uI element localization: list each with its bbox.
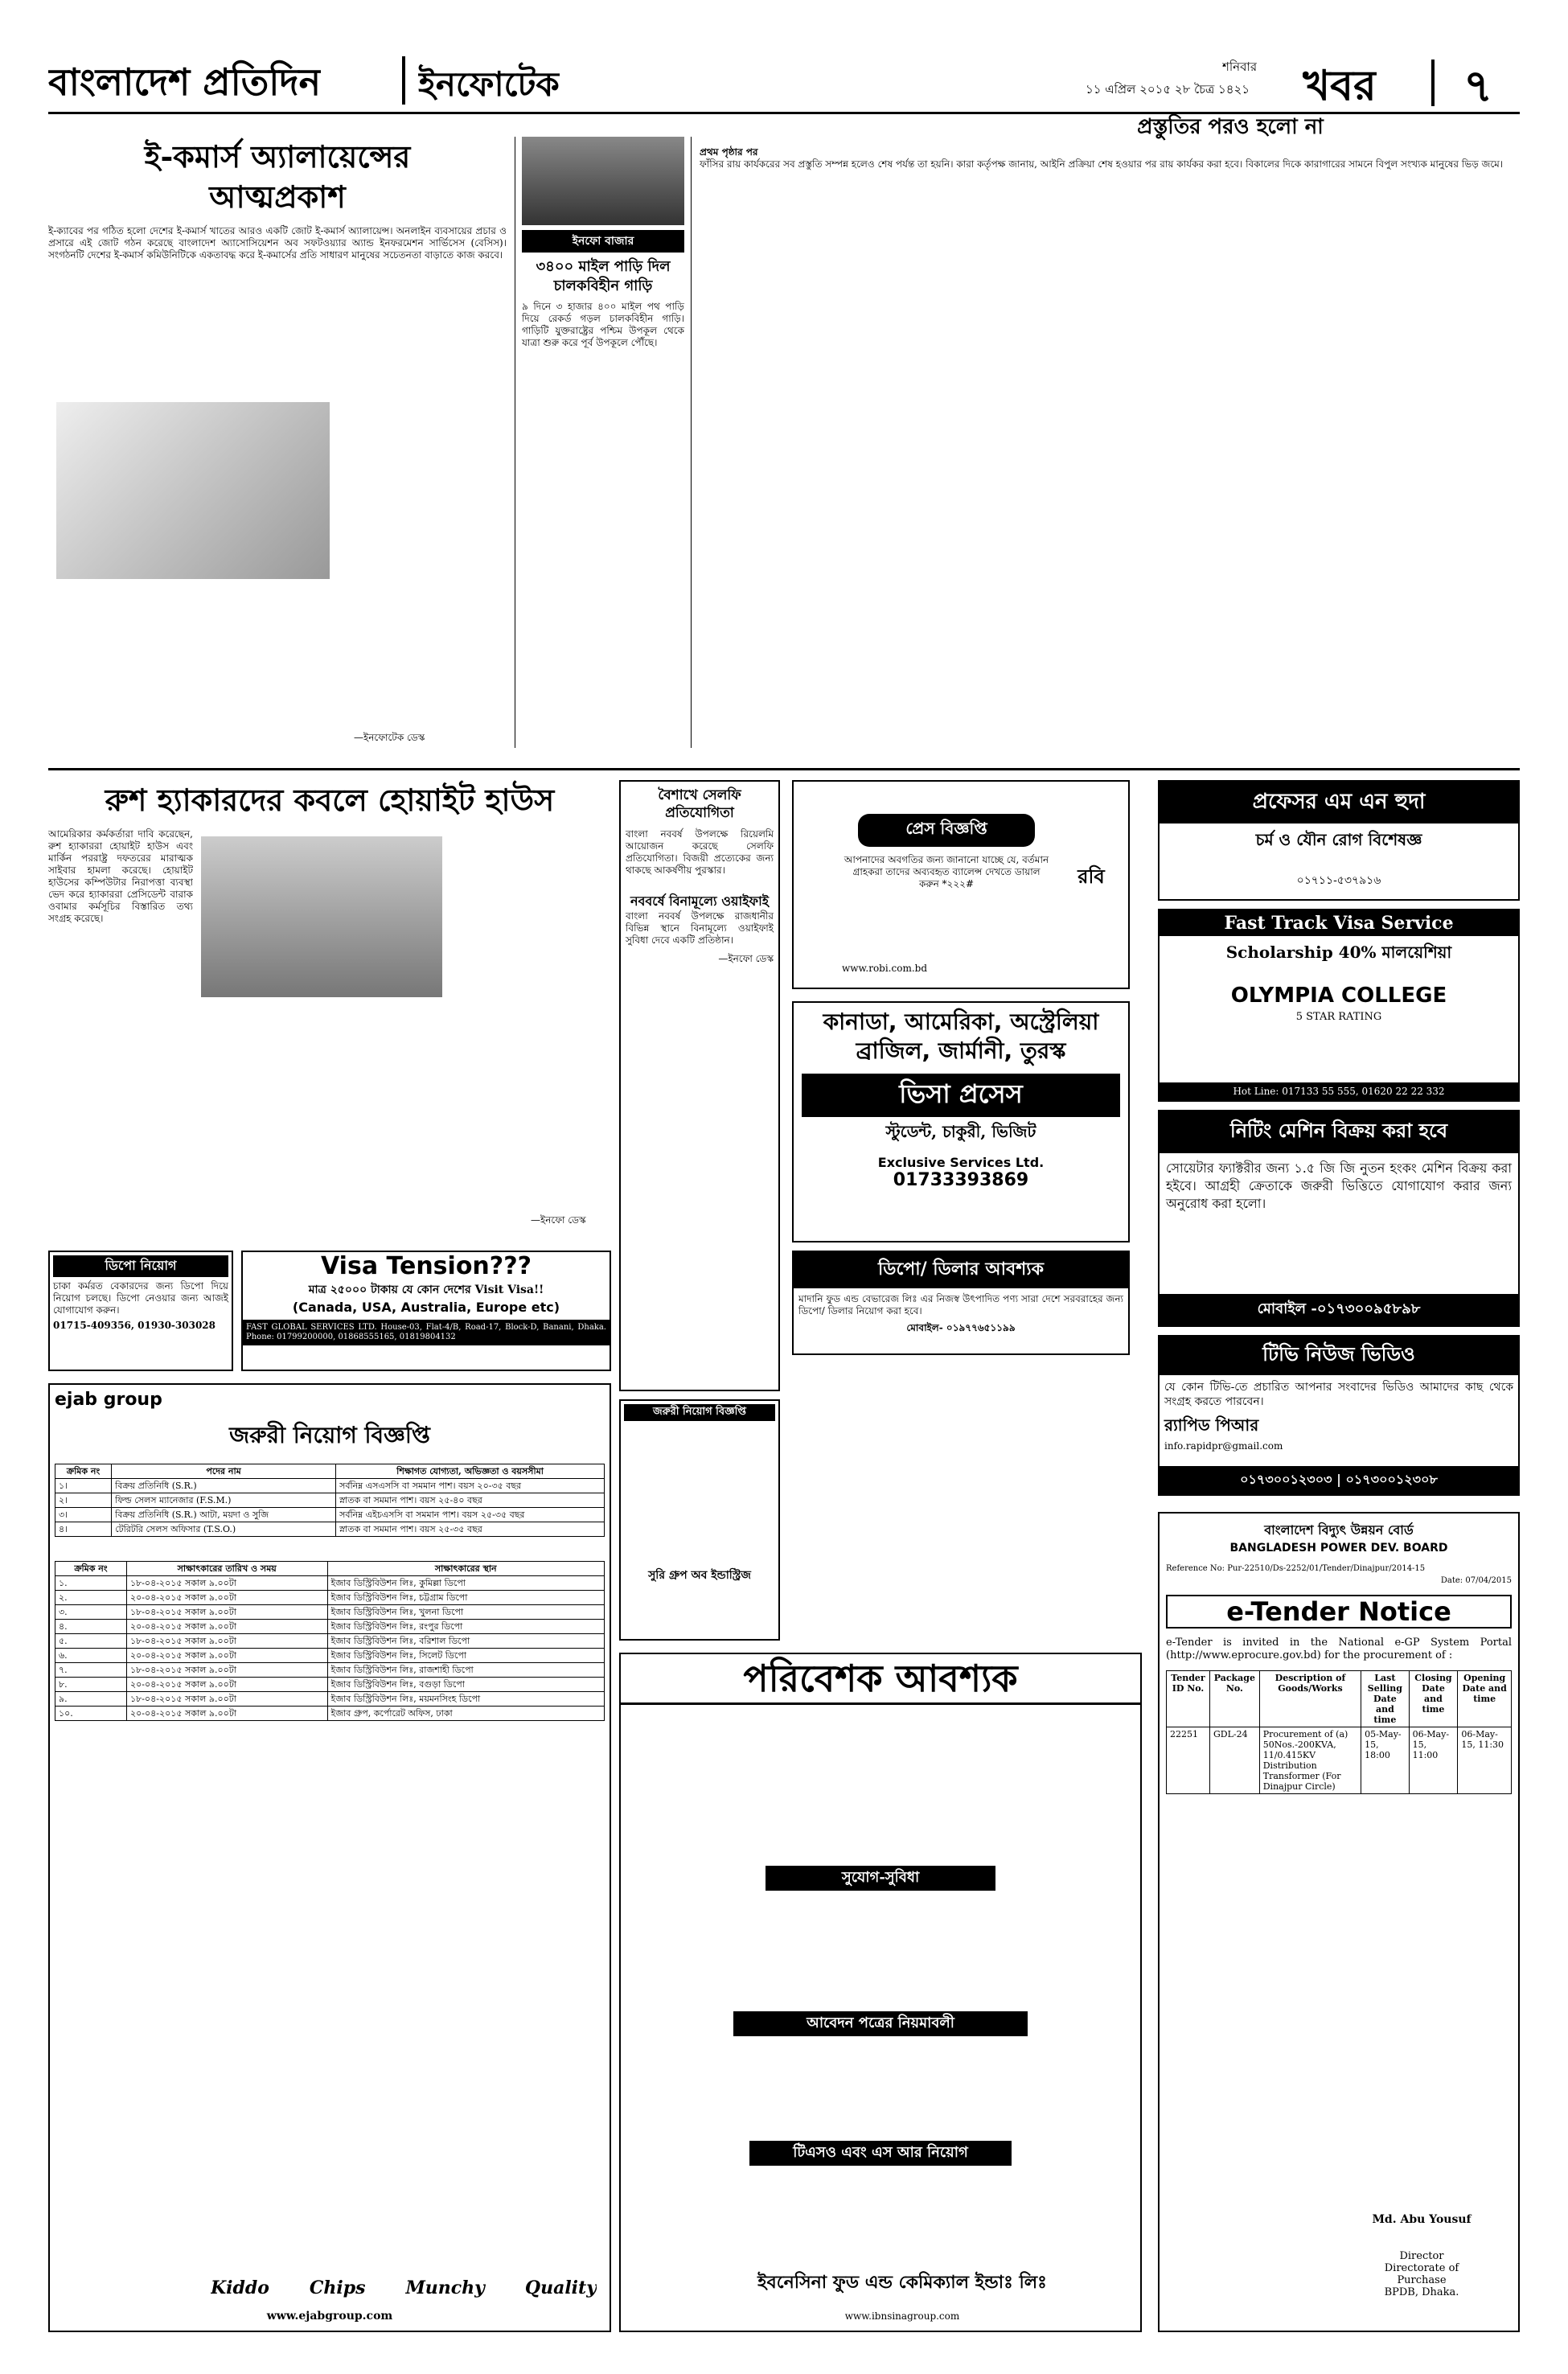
brand-logos [211,2277,597,2298]
table-header: পদের নাম [112,1464,336,1479]
ad-title: প্রেস বিজ্ঞপ্তি [858,814,1035,847]
article-credit: —ইনফো ডেস্ক [531,1214,586,1226]
section-title: ইনফোটেক [418,64,560,104]
page-number: ৭ [1463,60,1493,113]
ad-company: Exclusive Services Ltd. [877,1155,1045,1170]
brand-logo: Quality [524,2277,597,2298]
table-row: ২। ফিল্ড সেলস ম্যানেজার (F.S.M.) স্নাতক বা সমমান পাশ। বয়স ২৫-৪০ বছর [55,1493,605,1508]
table-header: ক্রমিক নং [55,1464,112,1479]
table-row: ১. ১৮-০৪-২০১৫ সকাল ৯.০০টা ইজাব ডিস্ট্রিবিউশন লিঃ, কুমিল্লা ডিপো [55,1576,605,1591]
bpdb-ref: Reference No: Pur-22510/Ds-2252/01/Tender/Dinajpur/2014-15 [1166,1564,1426,1573]
ad-url: www.robi.com.bd [842,963,928,974]
article-body: বাংলা নববর্ষ উপলক্ষে রিয়েলমি আয়োজন করেছে সেলফি প্রতিযোগিতা। বিজয়ী প্রত্যেকের জন্য থাকছে আকর্ষণীয় পুরস্কার। [626,828,774,876]
article-title: প্রস্তুতির পরও হলো না [1137,115,1324,139]
ad-scholarship: Scholarship 40% মালয়েশিয়া [1225,943,1452,962]
tender-table [1166,1670,1512,1794]
ad-body: সোয়েটার ফ্যাক্টরীর জন্য ১.৫ জি জি নুতন হংকং মেশিন বিক্রয় করা হইবে। আগ্রহী ক্রেতাকে জরুরী ভিত্তিতে যোগাযোগ করার জন্য অনুরোধ করা হলো। [1166,1160,1512,1211]
ad-visa-process [792,1001,1130,1242]
ad-sub2: স্টুডেন্ট, চাকুরী, ভিজিট [885,1122,1036,1141]
ejab-interview-table [55,1561,605,1721]
ad-fasttrack [1158,909,1520,1102]
table-row: 22251 GDL-24 Procurement of (a) 50Nos.-200KVA, 11/0.415KV Distribution Transformer (For Dinajpur Circle) 05-May-15, 18:00 06-May-15, 11:00 06-May-15, 11:30 [1167,1727,1512,1794]
table-row: ৬. ২০-০৪-২০১৫ সকাল ৯.০০টা ইজাব ডিস্ট্রিবিউশন লিঃ, সিলেট ডিপো [55,1649,605,1663]
white-house-photo [201,836,442,997]
ad-rating: 5 STAR RATING [1295,1011,1382,1023]
table-header: Closing Date and time [1409,1671,1458,1727]
ejab-logo: ejab group [55,1390,162,1410]
article-ecommerce [48,137,507,756]
table-header: Opening Date and time [1458,1671,1512,1727]
table-row: ৫. ১৮-০৪-২০১৫ সকাল ৯.০০টা ইজাব ডিস্ট্রিবিউশন লিঃ, বরিশাল ডিপো [55,1634,605,1649]
ad-title: কানাডা, আমেরিকা, অস্ট্রেলিয়া ব্রাজিল, জার্মানী, তুরস্ক [823,1008,1099,1064]
masthead-divider [402,56,405,105]
table-row: ৪। টেরিটরি সেলস অফিসার (T.S.O.) স্নাতক বা সমমান পাশ। বয়স ২৫-৩৫ বছর [55,1522,605,1537]
table-row: ৪. ২০-০৪-২০১৫ সকাল ৯.০০টা ইজাব ডিস্ট্রিবিউশন লিঃ, রংপুর ডিপো [55,1620,605,1634]
ad-company: FAST GLOBAL SERVICES LTD. House-03, Flat-4/B, Road-17, Block-D, Banani, Dhaka. Phone: 01799200000, 01868555165, 01819804132 [243,1320,610,1345]
bpdb-title: e-Tender Notice [1166,1595,1512,1629]
ad-title: ডিপো নিয়োগ [53,1255,228,1277]
article-kicker: প্রথম পৃষ্ঠার পর [700,146,758,158]
ad-tv-news [1158,1335,1520,1496]
table-header: Tender ID No. [1167,1671,1210,1727]
table-row: ৩. ১৮-০৪-২০১৫ সকাল ৯.০০টা ইজাব ডিস্ট্রিবিউশন লিঃ, খুলনা ডিপো [55,1605,605,1620]
sidebar-kicker: ইনফো বাজার [522,230,684,253]
ad-depot [48,1251,233,1371]
horizontal-rule [48,768,1520,770]
article-body: আমেরিকার কর্মকর্তারা দাবি করেছেন, রুশ হ্যাকাররা হোয়াইট হাউস এবং মার্কিন পররাষ্ট্র দফতরের মারাত্মক সাইবার হামলা করেছে। হোয়াইট হাউসের কম্পিউটার নিরাপত্তা ব্যবস্থা ভেদ করে হ্যাকাররা প্রেসিডেন্ট বারাক ওবামার কর্মসূচির বিস্তারিত তথ্য সংগ্রহ করেছে। [48,828,193,924]
ad-title: জরুরী নিয়োগ বিজ্ঞপ্তি [624,1404,775,1421]
bpdb-intro: e-Tender is invited in the National e-GP System Portal (http://www.eprocure.gov.bd) for the procurement of : [1166,1637,1512,1661]
article-title: বৈশাখে সেলফি প্রতিযোগিতা [658,787,741,821]
article-title: ই-কমার্স অ্যালায়েন্সের আত্মপ্রকাশ [144,138,411,215]
ad-professor [1158,780,1520,901]
ad-ejab [48,1383,611,2332]
issue-date: ১১ এপ্রিল ২০১৫ ২৮ চৈত্র ১৪২১ [1086,82,1250,97]
ad-subtitle: চর্ম ও যৌন রোগ বিশেষজ্ঞ [1255,830,1422,849]
article-credit: —ইনফোটেক ডেস্ক [354,732,425,743]
ad-footer-title: টিএসও এবং এস আর নিয়োগ [749,2141,1012,2166]
robi-logo: রবি [1077,865,1105,888]
ad-apply-title: আবেদন পত্রের নিয়মাবলী [733,2011,1028,2036]
table-header: শিক্ষাগত যোগ্যতা, অভিজ্ঞতা ও বয়সসীমা [336,1464,605,1479]
article-credit: —ইনফো ডেস্ক [718,953,774,964]
ad-title: নিটিং মেশিন বিক্রয় করা হবে [1160,1111,1518,1153]
ad-college: OLYMPIA COLLEGE [1230,984,1447,1008]
ad-email: info.rapidpr@gmail.com [1164,1440,1283,1452]
weekday: শনিবার [1222,60,1258,74]
ad-knitting [1158,1110,1520,1327]
sidebar-info [515,137,692,748]
bpdb-designation: Director Directorate of Purchase BPDB, Dhaka. [1384,2250,1459,2298]
ad-title: ডিপো/ ডিলার আবশ্যক [794,1252,1128,1288]
ejab-positions-table [55,1464,605,1537]
ad-title: জরুরী নিয়োগ বিজ্ঞপ্তি [229,1422,430,1448]
table-row: ২. ২০-০৪-২০১৫ সকাল ৯.০০টা ইজাব ডিস্ট্রিবিউশন লিঃ, চট্টগ্রাম ডিপো [55,1591,605,1605]
ad-paribeshak [619,1653,1142,2332]
brand-logo: Chips [309,2277,366,2298]
ad-title: পরিবেশক আবশ্যক [621,1654,1140,1705]
table-header: ক্রমিক নং [55,1562,127,1576]
table-header: সাক্ষাৎকারের তারিখ ও সময় [126,1562,327,1576]
ad-sub: মাত্র ২৫০০০ টাকায় যে কোন দেশের Visit Visa!! [308,1284,544,1296]
bpdb-name-en: BANGLADESH POWER DEV. BOARD [1229,1542,1448,1555]
ad-title: Visa Tension??? [320,1252,532,1280]
article-selfie [619,780,780,1391]
article-title: রুশ হ্যাকারদের কবলে হোয়াইট হাউস [105,782,555,818]
masthead-bar [48,48,1520,114]
article-subtitle: নববর্ষে বিনামূল্যে ওয়াইফাই [630,893,770,909]
ad-body: মাদানি ফুড এন্ড বেভারেজ লিঃ এর নিজস্ব উৎপাদিত পণ্য সারা দেশে সরবরাহের জন্য ডিপো/ ডিলার নিয়োগ করা হবে। [798,1293,1123,1316]
table-header: সাক্ষাৎকারের স্থান [327,1562,605,1576]
masthead-title: বাংলাদেশ প্রতিদিন [48,60,322,104]
article-body: ফাঁসির রায় কার্যকরের সব প্রস্তুতি সম্পন্ন হলেও শেষ পর্যন্ত তা হয়নি। কারা কর্তৃপক্ষ জানায়, আইনি প্রক্রিয়া শেষ হওয়ার পর রায় কার্যকর করা হবে। বিকালের দিকে কারাগারের সামনে বিপুল সংখ্যক মানুষের ভিড় জমে। [700,158,1504,170]
article-body: ই-ক্যাবের পর গঠিত হলো দেশের ই-কমার্স খাতের আরও একটি জোট ই-কমার্স অ্যালায়েন্স। অনলাইন ব্যবসায়ের প্রচার ও প্রসারে এই জোট গঠন করেছে বাংলাদেশ অ্যাসোসিয়েশন অব সফটওয়্যার অ্যান্ড ইনফরমেশন সার্ভিসেস (বেসিস)। সংগঠনটি দেশের ই-কমার্স কমিউনিটিকে একতাবদ্ধ করে ই-কমার্সের প্রতি সাধারণ মানুষের সচেতনতা বাড়াতে কাজ করবে। [48,225,507,261]
ad-body: আপনাদের অবগতির জন্য জানানো যাচ্ছে যে, বর্তমান গ্রাহকরা তাদের অব্যবহৃত ব্যালেন্স দেখতে ডায়াল করুন *২২২# [844,854,1049,889]
ad-title: Fast Track Visa Service [1160,910,1518,936]
ad-phone: ০১৭১১-৫৩৭৯১৬ [1296,874,1381,887]
bpdb-name-bn: বাংলাদেশ বিদ্যুৎ উন্নয়ন বোর্ড [1264,1522,1414,1538]
ad-title: প্রফেসর এম এন হুদা [1160,782,1518,824]
ad-visa-tension [241,1251,611,1371]
table-row: ১০. ২০-০৪-২০১৫ সকাল ৯.০০টা ইজাব গ্রুপ, কর্পোরেট অফিস, ঢাকা [55,1707,605,1721]
brand-logo: Munchy [405,2277,485,2298]
ad-phone: 01715-409356, 01930-303028 [53,1320,216,1331]
table-row: ৭. ১৮-০৪-২০১৫ সকাল ৯.০০টা ইজাব ডিস্ট্রিবিউশন লিঃ, রাজশাহী ডিপো [55,1663,605,1678]
table-header: Last Selling Date and time [1361,1671,1409,1727]
ad-title: টিভি নিউজ ভিডিও [1160,1337,1518,1375]
ad-dealer [792,1251,1130,1355]
ad-body: যে কোন টিভি-তে প্রচারিত আপনার সংবাদের ভিডিও আমাদের কাছ থেকে সংগ্রহ করতে পারবেন। [1164,1381,1513,1408]
ad-subtitle: সুযোগ-সুবিধা [766,1866,995,1891]
sidebar-headline: ৩৪০০ মাইল পাড়ি দিল চালকবিহীন গাড়ি [536,258,671,294]
table-row: ৯. ১৮-০৪-২০১৫ সকাল ৯.০০টা ইজাব ডিস্ট্রিবিউশন লিঃ, ময়মনসিংহ ডিপো [55,1692,605,1707]
ad-url: www.ejabgroup.com [266,2310,393,2323]
ad-countries: (Canada, USA, Australia, Europe etc) [292,1300,560,1315]
article-preparation [700,113,1520,740]
page-label: খবর [1303,62,1377,110]
ad-robi [792,780,1130,989]
ad-phone: মোবাইল -০১৭৩০০৯৫৮৯৮ [1160,1294,1518,1325]
ad-sub: ভিসা প্রসেস [802,1074,1120,1117]
ad-phone: 01733393869 [893,1170,1029,1190]
table-row: ৩। বিক্রয় প্রতিনিধি (S.R.) আটা, ময়দা ও সুজি সর্বনিম্ন এইচএসসি বা সমমান পাশ। বয়স ২৫-৩৫ বছর [55,1508,605,1522]
http-photo [522,137,684,225]
ad-phone: ০১৭৩০০১২৩০৩ | ০১৭৩০০১২৩০৮ [1160,1466,1518,1494]
ad-company: র‌্যাপিড পিআর [1164,1415,1259,1435]
article-white-house [48,780,611,1238]
ad-hotline: Hot Line: 017133 55 555, 01620 22 22 332 [1160,1082,1518,1100]
bpdb-signatory: Md. Abu Yousuf [1372,2213,1472,2226]
table-row: ৮. ২০-০৪-২০১৫ সকাল ৯.০০টা ইজাব ডিস্ট্রিবিউশন লিঃ, বগুড়া ডিপো [55,1678,605,1692]
table-header: Package No. [1210,1671,1260,1727]
ad-phone: মোবাইল- ০১৯৭৭৬৫১১৯৯ [906,1322,1016,1333]
ad-company: সুরি গ্রুপ অব ইন্ডাস্ট্রিজ [648,1569,751,1582]
ad-company: ইবনেসিনা ফুড এন্ড কেমিক্যাল ইন্ডাঃ লিঃ [757,2272,1047,2293]
sidebar-body: ৯ দিনে ৩ হাজার ৪০০ মাইল পথ পাড়ি দিয়ে রেকর্ড গড়ল চালকবিহীন গাড়ি। গাড়িটি যুক্তরাষ্ট্রের পশ্চিম উপকূল থেকে যাত্রা শুরু করে পূর্ব উপকূলে পৌঁছে। [522,301,684,348]
ad-web: www.ibnsinagroup.com [844,2310,960,2322]
keyboard-photo [56,402,330,579]
ad-bpdb-tender [1158,1512,1520,2332]
article-subbody: বাংলা নববর্ষ উপলক্ষে রাজধানীর বিভিন্ন স্থানে বিনামূল্যে ওয়াইফাই সুবিধা দেবে একটি প্রতিষ্ঠান। [626,910,774,946]
page-divider [1431,60,1435,106]
brand-logo: Kiddo [211,2277,269,2298]
bpdb-date: Date: 07/04/2015 [1440,1576,1512,1585]
ad-suri [619,1399,780,1641]
ad-body: চাকা কর্মরত বেকারদের জন্য ডিপো দিয়ে নিয়োগ চলছে। ডিপো নেওয়ার জন্য আজই যোগাযোগ করুন। [53,1280,228,1316]
table-header: Description of Goods/Works [1259,1671,1361,1727]
table-row: ১। বিক্রয় প্রতিনিধি (S.R.) সর্বনিম্ন এসএসসি বা সমমান পাশ। বয়স ২০-৩৫ বছর [55,1479,605,1493]
